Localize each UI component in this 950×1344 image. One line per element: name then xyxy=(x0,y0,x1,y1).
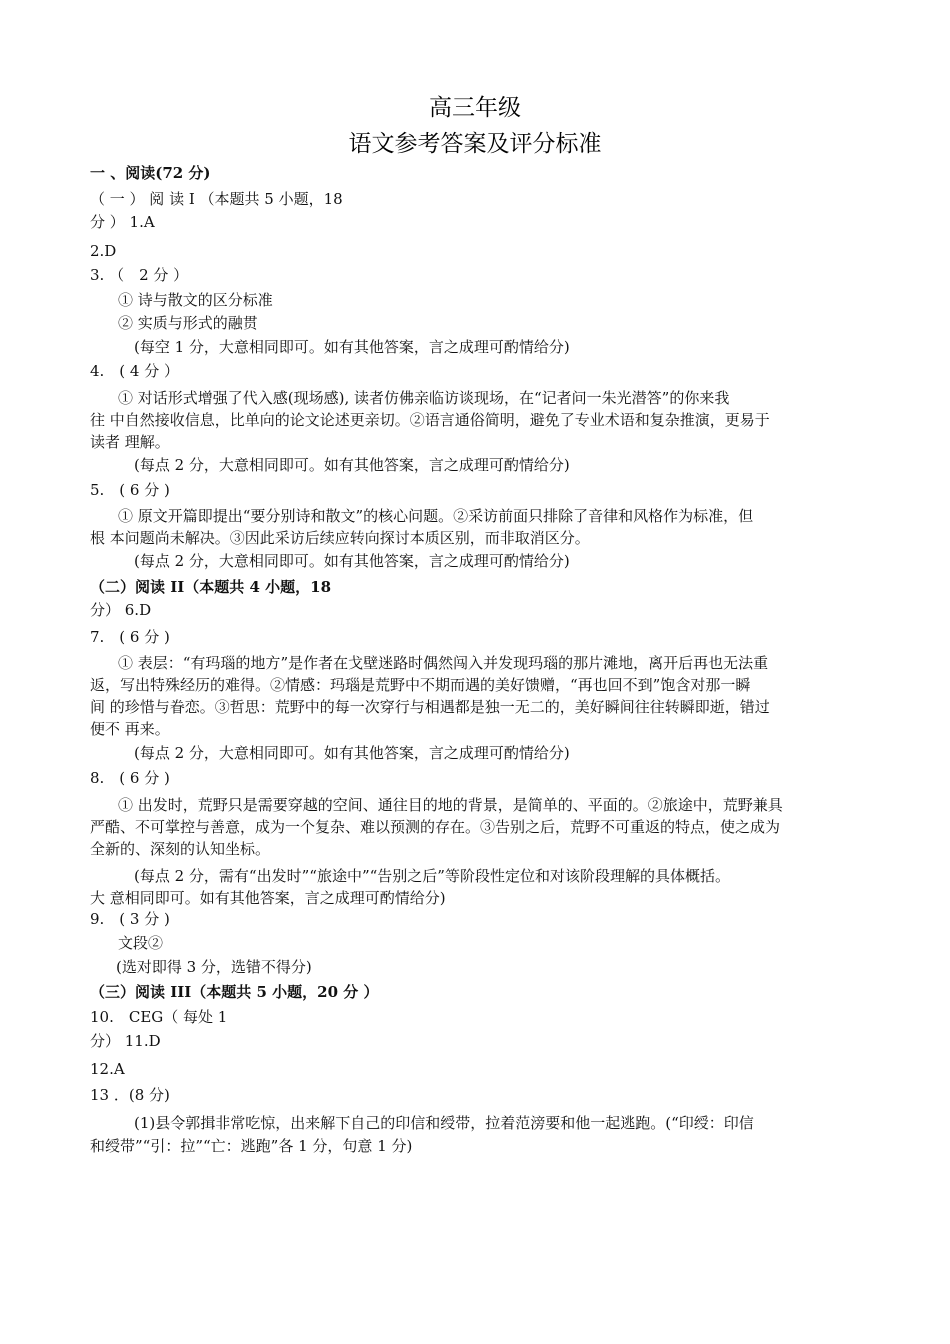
subsection-heading: （ 一 ） 阅 读 I （本题共 5 小题，18 xyxy=(90,190,343,208)
question-number: 5. ( 6 分 ) xyxy=(90,481,170,499)
answer-line: ① 表层：“有玛瑙的地方”是作者在戈壁迷路时偶然闯入并发现玛瑙的那片滩地，离开后再也无法重 xyxy=(118,654,769,672)
answer-line: 便不 再来。 xyxy=(90,720,170,738)
answer-line: 分） 6.D xyxy=(90,601,152,619)
answer-line: 和绶带”“引：拉”“亡：逃跑”各 1 分，句意 1 分) xyxy=(90,1137,413,1155)
answer-line: ① 原文开篇即提出“要分别诗和散文”的核心问题。②采访前面只排除了音律和风格作为标准，但 xyxy=(118,507,754,525)
scoring-note: (每点 2 分，大意相同即可。如有其他答案，言之成理可酌情给分) xyxy=(134,456,570,474)
answer-line: ② 实质与形式的融贯 xyxy=(118,314,258,332)
answer-line: (1)县令郭揖非常吃惊，出来解下自己的印信和绶带，拉着范滂要和他一起逃跑。(“印绶：印信 xyxy=(134,1114,754,1132)
scoring-note: (每点 2 分，大意相同即可。如有其他答案，言之成理可酌情给分) xyxy=(134,552,570,570)
answer-line: 严酷、不可掌控与善意，成为一个复杂、难以预测的存在。③告别之后，荒野不可重返的特点，使之成为 xyxy=(90,818,781,836)
answer-line: 间 的珍惜与眷恋。③哲思：荒野中的每一次穿行与相遇都是独一无二的，美好瞬间往往转瞬即逝，错过 xyxy=(90,698,770,716)
question-number: 9. ( 3 分 ) xyxy=(90,910,170,928)
answer-line: 全新的、深刻的认知坐标。 xyxy=(90,840,271,858)
answer-line: ① 诗与散文的区分标准 xyxy=(118,291,273,309)
answer-line: 读者 理解。 xyxy=(90,433,170,451)
answer-line: ① 出发时，荒野只是需要穿越的空间、通往目的地的背景，是简单的、平面的。②旅途中，荒野兼具 xyxy=(118,796,783,814)
answer-line: 往 中自然接收信息，比单向的论文论述更亲切。②语言通俗简明，避免了专业术语和复杂推演，更易于 xyxy=(90,411,770,429)
section-heading: 一 、阅读(72 分) xyxy=(90,164,211,182)
subsection-heading: （二）阅读 II（本题共 4 小题，18 xyxy=(90,578,332,596)
scoring-note: 大 意相同即可。如有其他答案，言之成理可酌情给分) xyxy=(90,889,446,907)
subsection-heading: （三）阅读 III（本题共 5 小题，20 分 ） xyxy=(90,983,379,1001)
scoring-note: (每点 2 分，需有“出发时”“旅途中”“告别之后”等阶段性定位和对该阶段理解的具体概括。 xyxy=(134,867,730,885)
scoring-note: (每点 2 分，大意相同即可。如有其他答案，言之成理可酌情给分) xyxy=(134,744,570,762)
question-number: 8. ( 6 分 ) xyxy=(90,769,170,787)
answer-line: 12.A xyxy=(90,1060,125,1078)
document-title: 高三年级 xyxy=(429,95,521,121)
answer-line: 分） 11.D xyxy=(90,1032,161,1050)
answer-line: 根 本问题尚未解决。③因此采访后续应转向探讨本质区别，而非取消区分。 xyxy=(90,529,590,547)
scoring-note: (每空 1 分，大意相同即可。如有其他答案，言之成理可酌情给分) xyxy=(134,338,570,356)
answer-line: 2.D xyxy=(90,242,117,260)
question-number: 13 ．(8 分) xyxy=(90,1086,170,1104)
scoring-note: (选对即得 3 分，选错不得分) xyxy=(116,958,312,976)
question-number: 7. ( 6 分 ) xyxy=(90,628,170,646)
document-subtitle: 语文参考答案及评分标准 xyxy=(348,131,602,157)
question-number: 4. ( 4 分 ） xyxy=(90,362,180,380)
question-number: 3. （ 2 分 ） xyxy=(90,266,189,284)
answer-line: ① 对话形式增强了代入感(现场感), 读者仿佛亲临访谈现场，在“记者问一朱光潜答”的你来我 xyxy=(118,389,730,407)
answer-line: 分 ） 1.A xyxy=(90,213,155,231)
answer-line: 返，写出特殊经历的难得。②情感：玛瑙是荒野中不期而遇的美好馈赠，“再也回不到”饱含对那一瞬 xyxy=(90,676,751,694)
answer-line: 文段② xyxy=(118,934,164,952)
answer-line: 10. CEG（ 每处 1 xyxy=(90,1008,228,1026)
